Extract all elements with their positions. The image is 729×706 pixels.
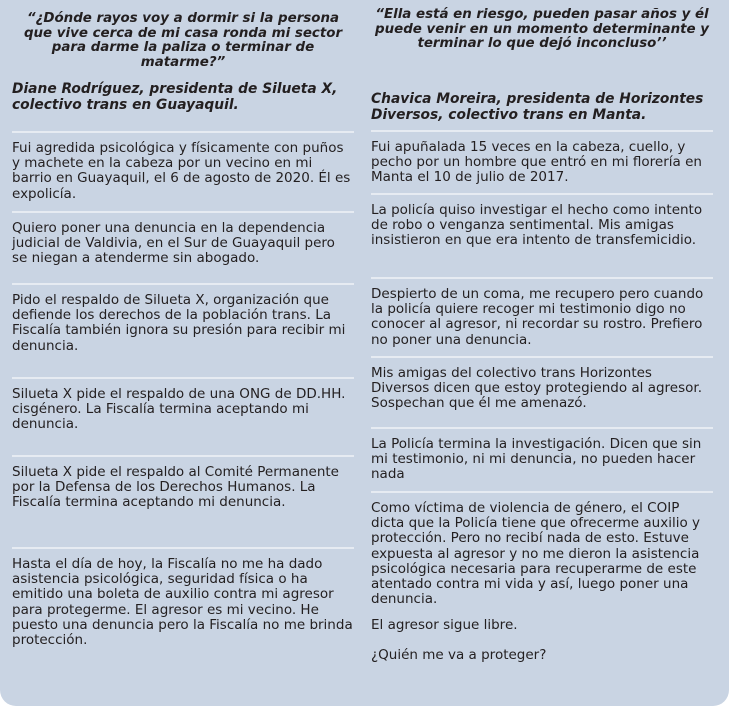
left-paragraph-2: Quiero poner una denuncia en la dependencia judicial de Valdivia, en el Sur de Guayaquil pero se niegan a atenderme sin abogado. bbox=[12, 220, 335, 267]
right-paragraph-3: Despierto de un coma, me recupero pero cuando la policía quiere recoger mi testimonio digo no conocer al agresor, ni recordar su rostro. Prefiero no poner una denuncia. bbox=[371, 286, 704, 348]
left-entry-3 bbox=[12, 283, 354, 354]
right-attribution: Chavica Moreira, presidenta de Horizontes Diversos, colectivo trans en Manta. bbox=[371, 91, 704, 123]
left-column bbox=[12, 0, 354, 649]
right-paragraph-1: Fui apuñalada 15 veces en la cabeza, cuello, y pecho por un hombre que entró en mi florería en Manta el 10 de julio de 2017. bbox=[371, 139, 702, 186]
right-entry-3 bbox=[371, 277, 713, 348]
right-entry-1 bbox=[371, 130, 713, 186]
right-paragraph-8: ¿Quién me va a proteger? bbox=[371, 647, 547, 663]
right-paragraph-6: Como víctima de violencia de género, el COIP dicta que la Policía tiene que ofrecerme auxilio y protección. Pero no recibí nada de esto. Estuve expuesta al agresor y no me dieron la asistencia psicológica necesaria para recuperarme de este atentado contra mi vida y así, luego poner una denuncia. bbox=[371, 500, 700, 608]
right-paragraph-4: Mis amigas del colectivo trans Horizontes Diversos dicen que estoy protegiendo al agresor. Sospechan que él me amenazó. bbox=[371, 365, 702, 412]
divider bbox=[12, 283, 354, 285]
left-paragraph-6: Hasta el día de hoy, la Fiscalía no me ha dado asistencia psicológica, seguridad física o ha emitido una boleta de auxilio contra mi agresor para protegerme. El agresor es mi vecino. He puesto una denuncia pero la Fiscalía no me brinda protección. bbox=[12, 556, 353, 649]
left-paragraph-3: Pido el respaldo de Silueta X, organización que defiende los derechos de la población trans. La Fiscalía también ignora su presión para recibir mi denuncia. bbox=[12, 292, 346, 354]
divider bbox=[12, 547, 354, 549]
right-paragraph-7: El agresor sigue libre. bbox=[371, 617, 518, 633]
divider bbox=[12, 211, 354, 213]
right-column bbox=[371, 0, 713, 663]
left-paragraph-5: Silueta X pide el respaldo al Comité Permanente por la Defensa de los Derechos Humanos. La Fiscalía termina aceptando mi denuncia. bbox=[12, 464, 339, 511]
left-paragraph-4: Silueta X pide el respaldo de una ONG de DD.HH. cisgénero. La Fiscalía termina aceptando mi denuncia. bbox=[12, 386, 346, 433]
right-quote: “Ella está en riesgo, pueden pasar años y él puede venir en un momento determinante y terminar lo que dejó inconcluso’’ bbox=[375, 7, 709, 52]
right-entry-7 bbox=[371, 618, 713, 633]
left-attribution: Diane Rodríguez, presidenta de Silueta X, colectivo trans en Guayaquil. bbox=[12, 81, 338, 113]
divider bbox=[371, 491, 713, 493]
divider bbox=[12, 455, 354, 457]
right-entry-6 bbox=[371, 491, 713, 607]
left-entry-5 bbox=[12, 455, 354, 511]
left-paragraph-1: Fui agredida psicológica y físicamente con puños y machete en la cabeza por un vecino en mi barrio en Guayaquil, el 6 de agosto de 2020. Él es expolicía. bbox=[12, 140, 351, 202]
right-entry-4 bbox=[371, 356, 713, 412]
divider bbox=[371, 193, 713, 195]
right-entry-2 bbox=[371, 193, 713, 249]
right-entry-8 bbox=[371, 648, 713, 663]
divider bbox=[12, 131, 354, 133]
left-entry-4 bbox=[12, 377, 354, 433]
left-entry-2 bbox=[12, 211, 354, 267]
divider bbox=[371, 130, 713, 132]
left-entry-6 bbox=[12, 547, 354, 648]
divider bbox=[371, 356, 713, 358]
divider bbox=[371, 277, 713, 279]
left-entry-1 bbox=[12, 131, 354, 202]
left-quote: “¿Dónde rayos voy a dormir si la persona que vive cerca de mi casa ronda mi sector para darme la paliza o terminar de matarme?” bbox=[23, 11, 343, 70]
right-paragraph-2: La policía quiso investigar el hecho como intento de robo o venganza sentimental. Mis amigas insistieron en que era intento de transfemicidio. bbox=[371, 202, 703, 249]
right-entry-5 bbox=[371, 427, 713, 483]
divider bbox=[371, 427, 713, 429]
divider bbox=[12, 377, 354, 379]
right-paragraph-5: La Policía termina la investigación. Dicen que sin mi testimonio, ni mi denuncia, no pueden hacer nada bbox=[371, 436, 702, 483]
